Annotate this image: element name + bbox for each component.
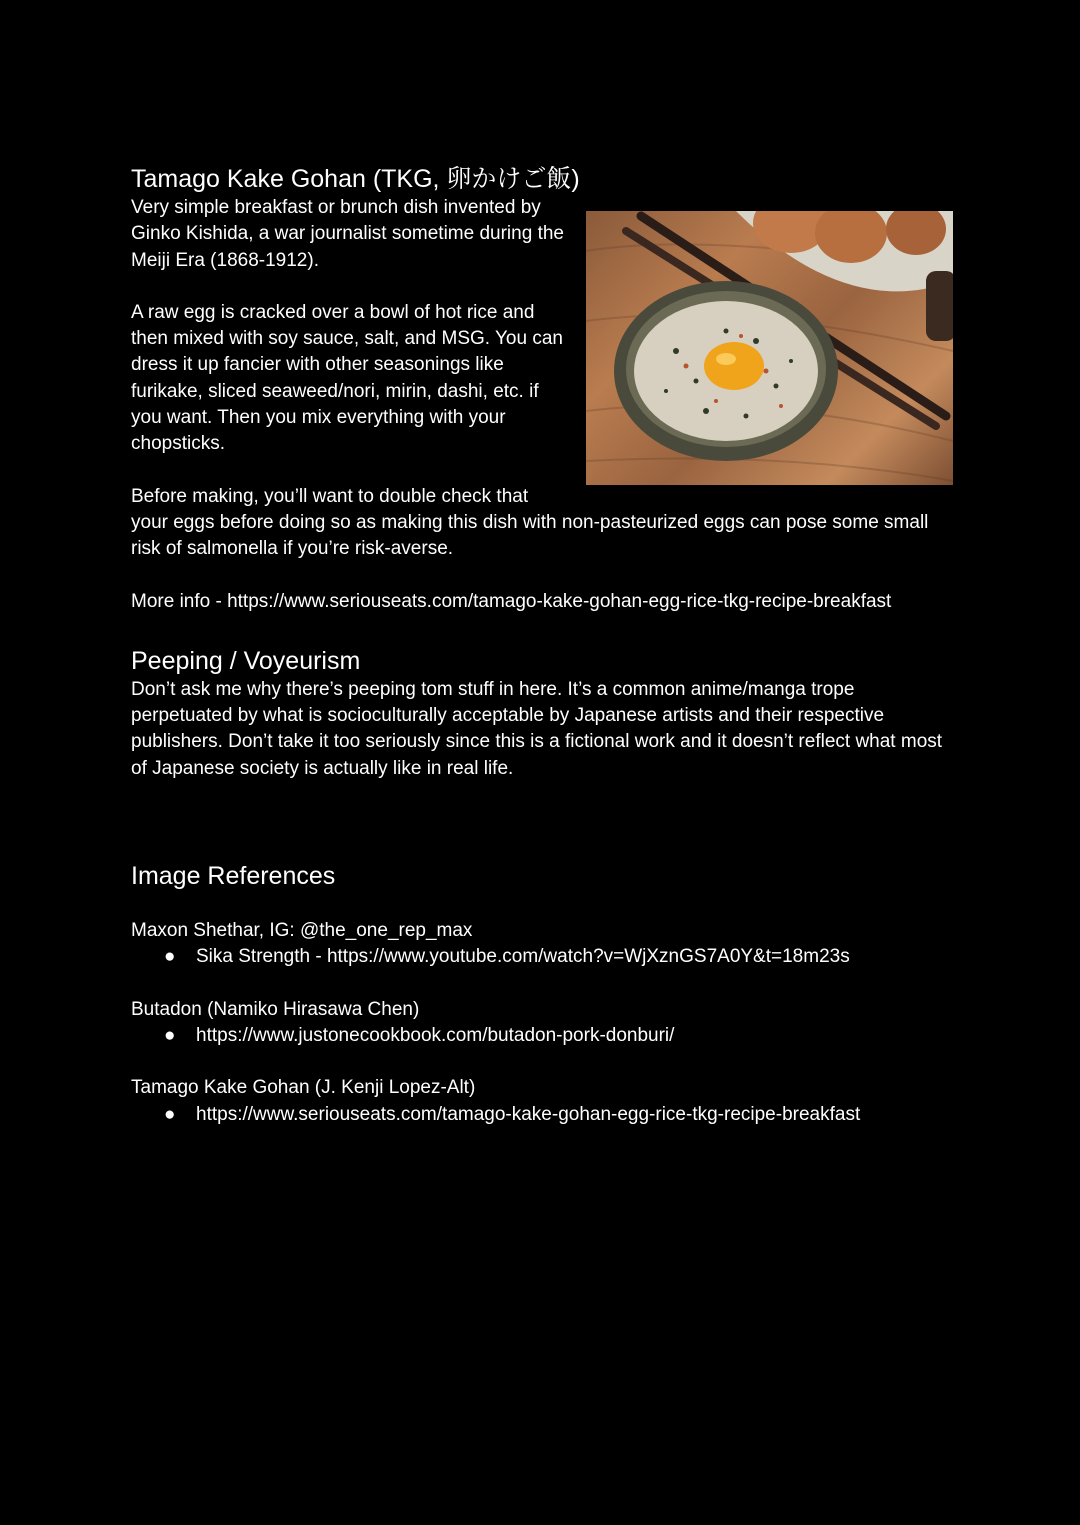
peeping-paragraph: Don’t ask me why there’s peeping tom stuff in here. It’s a common anime/manga trope perpetuated by what is socioculturally acceptable by Japanese artists and their respective publishers. Don’t take it too seriously since this is a fictional work and it doesn’t reflect what most of Japanese society is actually like in real life. xyxy=(131,678,943,779)
reference-link-list xyxy=(131,1023,953,1049)
reference-name: Butadon (Namiko Hirasawa Chen) xyxy=(131,998,420,1020)
reference-entry xyxy=(131,1075,953,1128)
bullet-icon: ● xyxy=(164,1103,176,1125)
bullet-icon: ● xyxy=(164,946,176,968)
document-content xyxy=(131,163,953,1128)
tkg-safety-paragraph: Before making, you’ll want to double check that your eggs before doing so as making this dish with non-pasteurized eggs can pose some small risk of salmonella if you’re risk-averse. xyxy=(131,485,929,560)
tkg-photo-illustration xyxy=(586,211,953,485)
peeping-heading: Peeping / Voyeurism xyxy=(131,646,361,675)
reference-name: Maxon Shethar, IG: @the_one_rep_max xyxy=(131,920,473,942)
tkg-photo xyxy=(586,211,953,485)
reference-link[interactable]: https://www.seriouseats.com/tamago-kake-gohan-egg-rice-tkg-recipe-breakfast xyxy=(196,1103,861,1125)
reference-link-item[interactable] xyxy=(131,944,953,970)
reference-link[interactable]: Sika Strength - https://www.youtube.com/watch?v=WjXznGS7A0Y&t=18m23s xyxy=(196,946,850,968)
reference-link-item[interactable] xyxy=(131,1023,953,1049)
tkg-intro-paragraph: Very simple breakfast or brunch dish invented by Ginko Kishida, a war journalist sometime during the Meiji Era (1868-1912). xyxy=(131,197,564,271)
reference-entry xyxy=(131,997,953,1050)
reference-link-list xyxy=(131,944,953,970)
reference-link-item[interactable] xyxy=(131,1102,953,1128)
reference-name: Tamago Kake Gohan (J. Kenji Lopez-Alt) xyxy=(131,1077,476,1099)
reference-entry xyxy=(131,918,953,971)
tkg-more-info-link[interactable]: More info - https://www.seriouseats.com/tamago-kake-gohan-egg-rice-tkg-recipe-breakfast xyxy=(131,590,892,612)
tkg-heading: Tamago Kake Gohan (TKG, 卵かけご飯) xyxy=(131,165,580,193)
reference-link-list xyxy=(131,1102,953,1128)
reference-link[interactable]: https://www.justonecookbook.com/butadon-pork-donburi/ xyxy=(196,1024,675,1046)
tkg-preparation-paragraph: A raw egg is cracked over a bowl of hot rice and then mixed with soy sauce, salt, and MSG. You can dress it up fancier with other seasonings like furikake, sliced seaweed/nori, mirin, dashi, etc. if you want. Then you mix everything with your chopsticks. xyxy=(131,301,563,455)
image-references-heading: Image References xyxy=(131,862,336,891)
bullet-icon: ● xyxy=(164,1024,176,1046)
